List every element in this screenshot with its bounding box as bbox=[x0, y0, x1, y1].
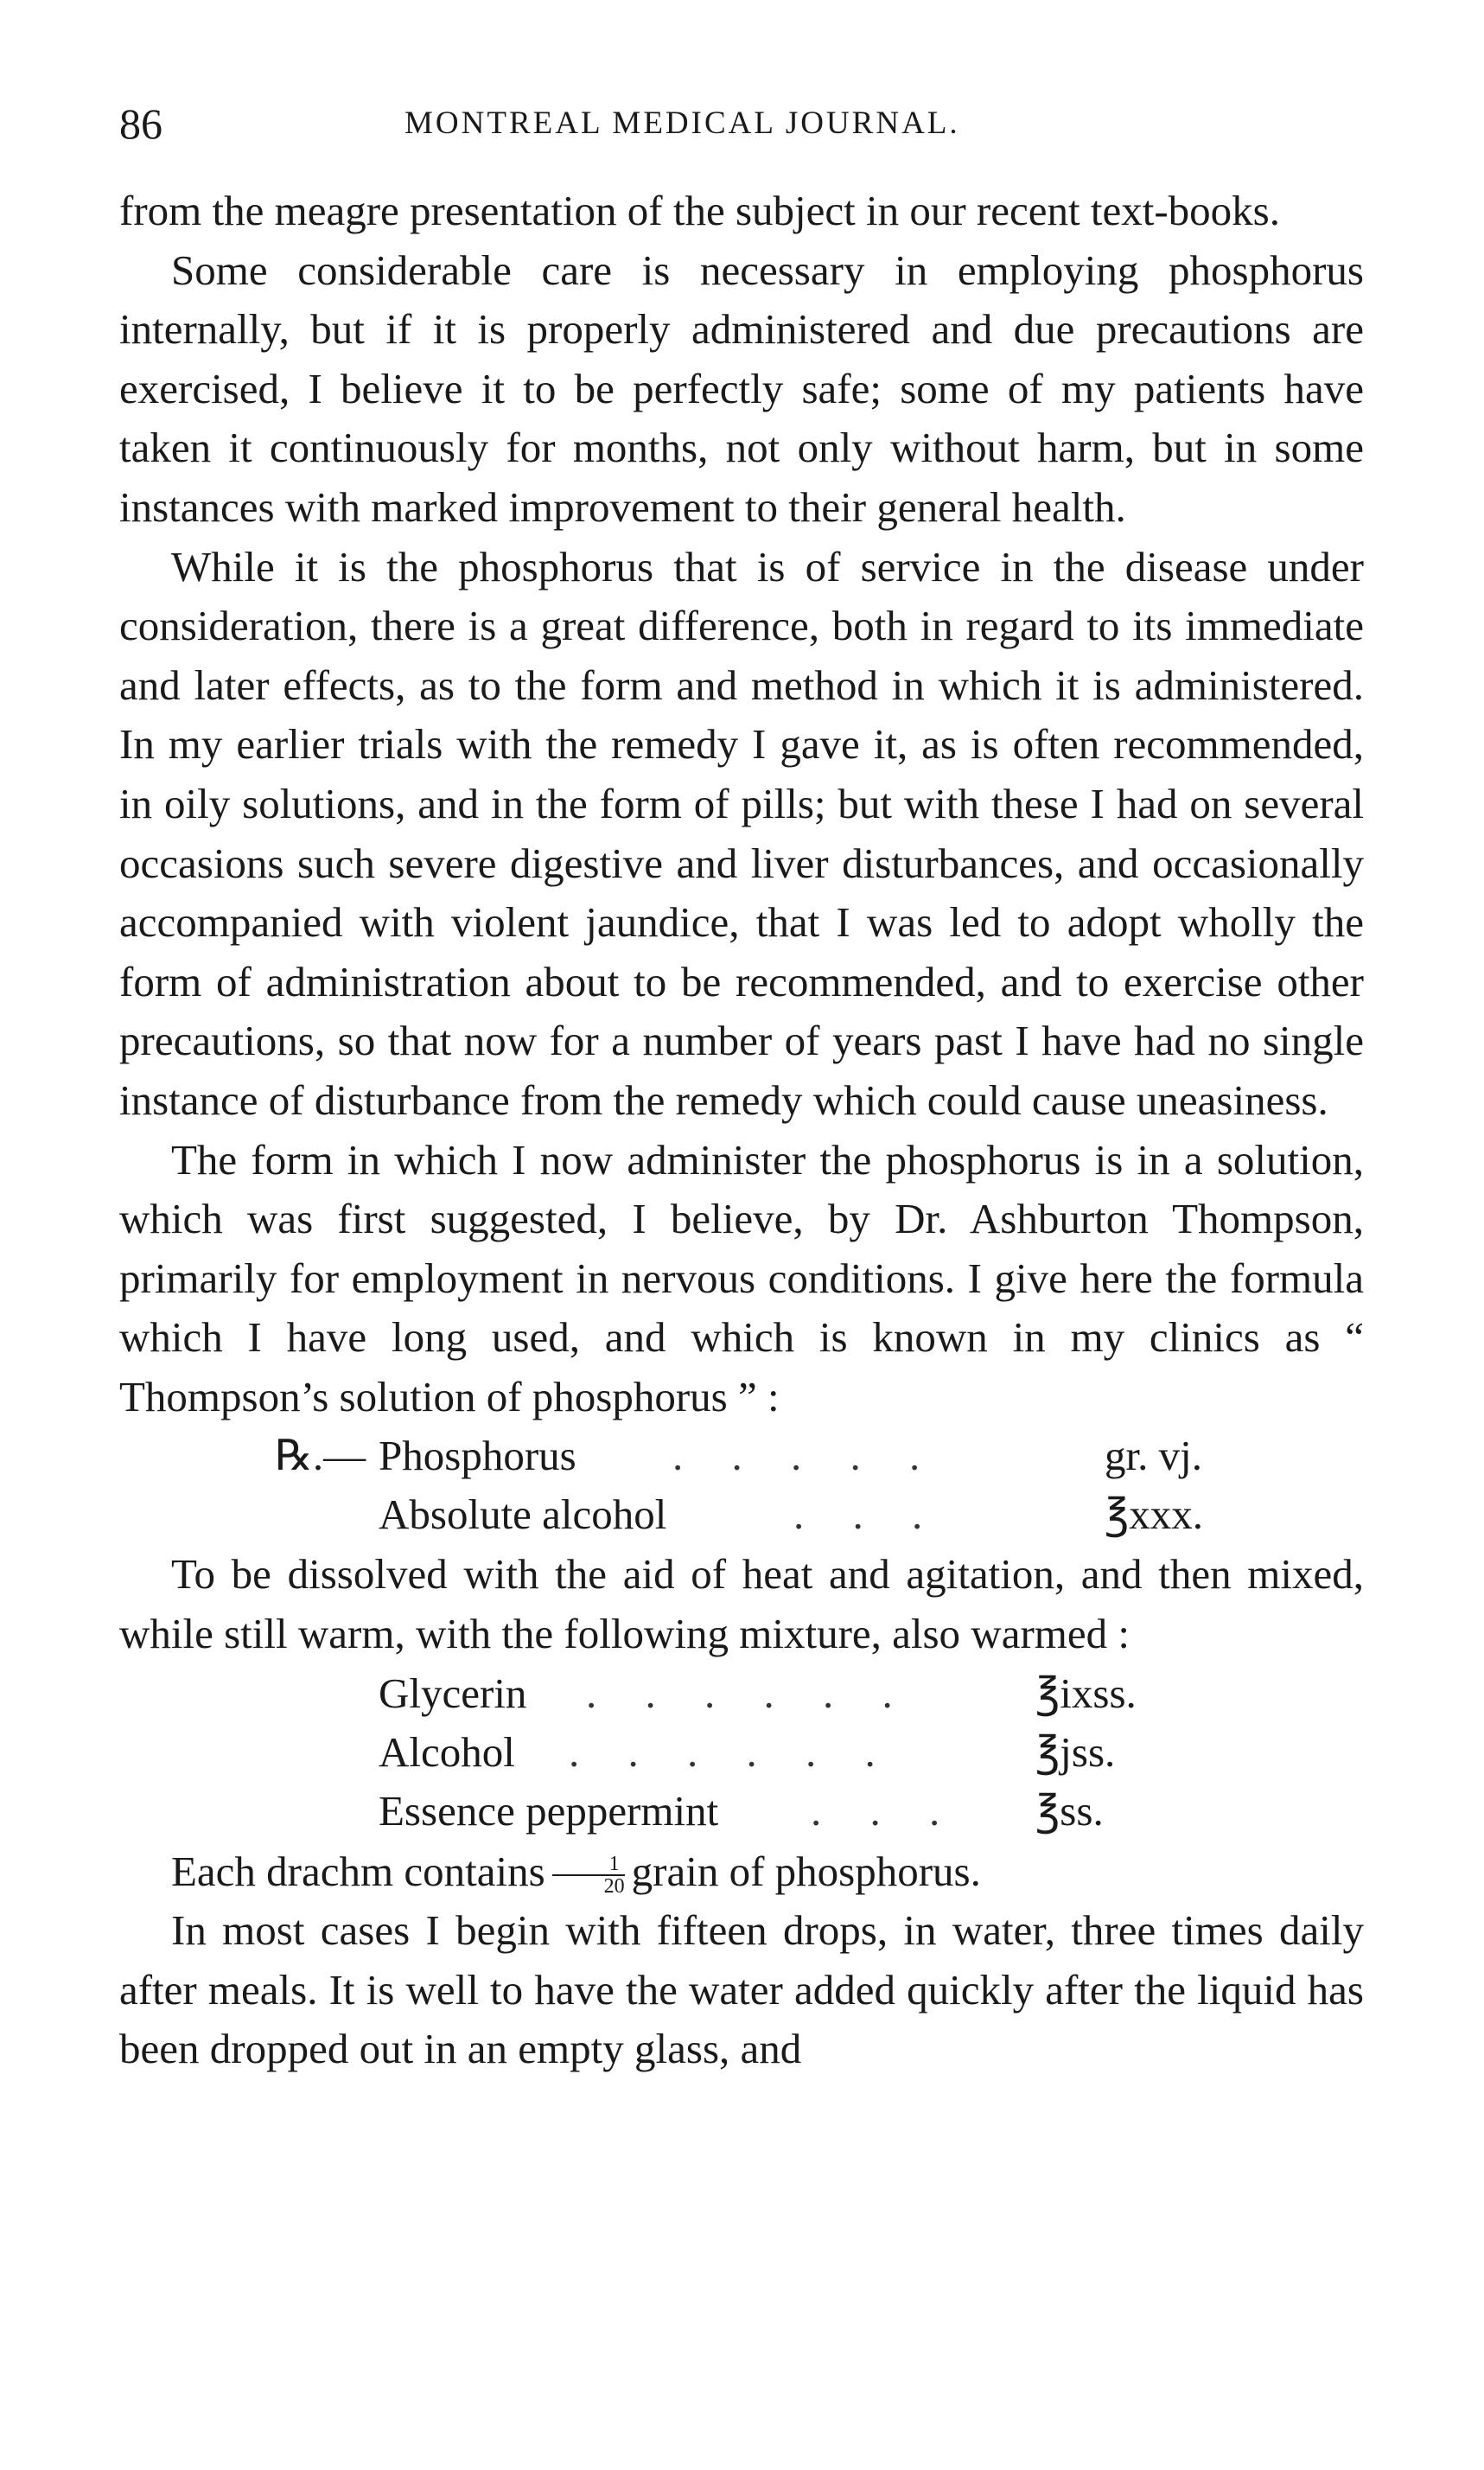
page-number: 86 bbox=[119, 99, 162, 148]
mixture-row bbox=[119, 1723, 1364, 1782]
dose-text-after: grain of phosphorus. bbox=[631, 1847, 981, 1895]
ingredient-name: Glycerin bbox=[379, 1669, 527, 1717]
paragraph-usage: In most cases I begin with fifteen drops, in water, three times daily after meals. It is well to have the water added quickly after the liquid has been dropped out in an empty glass, and bbox=[119, 1906, 1364, 2073]
mixture-row bbox=[119, 1782, 1364, 1841]
leader-dots: . . . bbox=[811, 1786, 959, 1835]
ingredient-amount: ℥xxx. bbox=[1105, 1490, 1204, 1539]
ingredient-name: Absolute alcohol bbox=[379, 1490, 667, 1539]
page-header bbox=[119, 93, 1364, 154]
paragraph-form-method: While it is the phosphorus that is of service in the disease under consideration, there is a great difference, both in regard to its immediate and later effects, as to the form and method in which it is administered. In my earlier trials with the remedy I gave it, as is often recommended, in oily solutions, and in the form of pills; but with these I had on several occasions such severe digestive and liver disturbances, and occasionally accompanied with violent jaundice, that I was led to adopt wholly the form of administration about to be recommended, and to exercise other precautions, so that now for a number of years past I have had no single instance of disturbance from the remedy which could cause uneasiness. bbox=[119, 542, 1364, 1124]
running-head: MONTREAL MEDICAL JOURNAL. bbox=[404, 105, 960, 141]
ingredient-name: Phosphorus bbox=[379, 1432, 576, 1480]
ingredient-amount: gr. vj. bbox=[1105, 1432, 1202, 1480]
prescription-row bbox=[119, 1485, 1364, 1544]
prescription-block bbox=[119, 1426, 1364, 1545]
mixture-row bbox=[119, 1664, 1364, 1723]
paragraph-dissolve: To be dissolved with the aid of heat and agitation, and then mixed, while still warm, with the following mixture, also warmed : bbox=[119, 1550, 1364, 1658]
ingredient-name: Essence peppermint bbox=[379, 1786, 719, 1835]
recipe-symbol: ℞.— bbox=[275, 1432, 366, 1480]
paragraph-continued: from the meagre presentation of the subject in our recent text-books. bbox=[119, 187, 1280, 234]
fraction-denominator: 20 bbox=[603, 1875, 625, 1899]
leader-dots: . . . . . . bbox=[586, 1669, 912, 1717]
fraction-numerator: 1 bbox=[552, 1854, 625, 1876]
leader-dots: . . . bbox=[793, 1490, 942, 1539]
paragraph-care: Some considerable care is necessary in employing phosphorus internally, but if it is properly administered and due precautions are exercised, I believe it to be perfectly safe; some of my patients have taken it continuously for months, not only without harm, but in some instances with marked improvement to their general health. bbox=[119, 246, 1364, 531]
ingredient-amount: ℥ixss. bbox=[1035, 1669, 1137, 1717]
paragraph-dose bbox=[119, 1842, 1364, 1902]
mixture-block bbox=[119, 1664, 1364, 1842]
ingredient-name: Alcohol bbox=[379, 1727, 515, 1776]
prescription-row bbox=[119, 1426, 1364, 1485]
dose-fraction bbox=[552, 1854, 625, 1897]
leader-dots: . . . . . . bbox=[569, 1727, 895, 1776]
body-text bbox=[119, 182, 1364, 2079]
paragraph-solution: The form in which I now administer the phosphorus is in a solution, which was first suggested, I believe, by Dr. Ashburton Thompson, primarily for employment in nervous conditions. I give here the formula which I have long used, and which is known in my clinics as “ Thompson’s solution of phosphorus ” : bbox=[119, 1135, 1364, 1420]
dose-text-before: Each drachm contains bbox=[171, 1847, 545, 1895]
ingredient-amount: ℥jss. bbox=[1035, 1727, 1116, 1776]
ingredient-amount: ℥ss. bbox=[1035, 1786, 1104, 1835]
leader-dots: . . . . . bbox=[672, 1432, 939, 1480]
